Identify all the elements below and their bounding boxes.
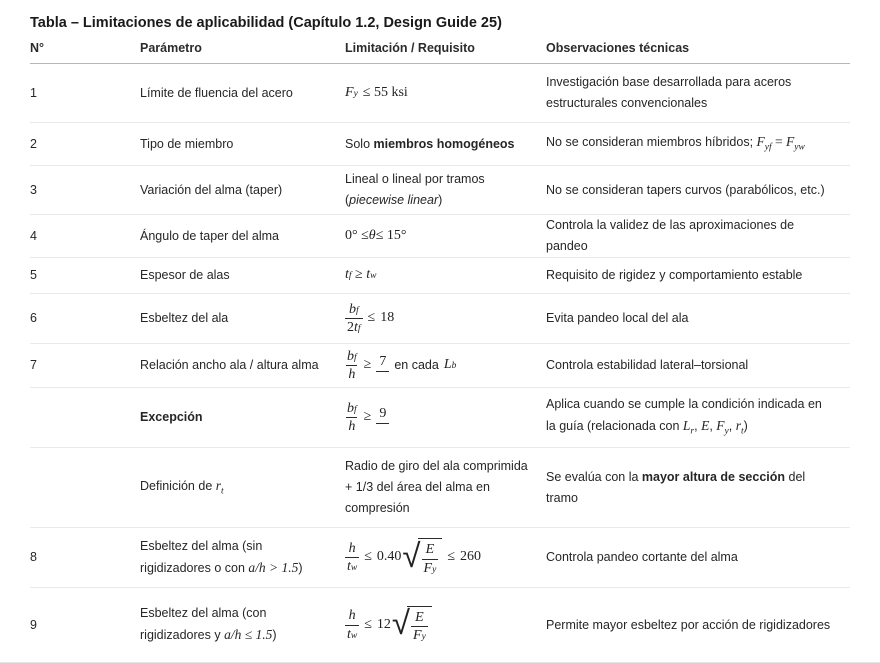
column-header-parametro: Parámetro <box>140 41 202 55</box>
table-row <box>30 344 850 388</box>
param-cell: Ángulo de taper del alma <box>140 228 279 243</box>
math-var: t <box>345 267 349 283</box>
fraction: 7 <box>376 353 389 378</box>
param-text: Esbeltez del alma (sin rigidizadores o con <box>140 538 263 575</box>
math-coefficient: 0.40 <box>376 549 402 565</box>
limit-text-italic: piecewise linear <box>349 193 439 207</box>
math-sub: w <box>370 271 377 282</box>
math-operator: ≥ <box>363 357 372 373</box>
table-title: Tabla – Limitaciones de aplicabilidad (Capítulo 1.2, Design Guide 25) <box>30 15 502 31</box>
formula-caption: en cada <box>394 358 439 372</box>
radical-icon: √ <box>391 603 411 643</box>
fraction: h t w <box>347 540 358 574</box>
math-sub: b <box>451 361 457 372</box>
limit-formula <box>345 85 546 102</box>
math-var: $r_t$ <box>215 477 224 497</box>
table-row <box>30 258 850 294</box>
math-value: 260 <box>460 549 482 565</box>
obs-text: , <box>694 419 702 434</box>
math-sub: y <box>353 88 358 99</box>
table-row <box>30 588 850 662</box>
math-expression: a/h > 1.5 <box>248 559 299 575</box>
limit-cell <box>345 134 546 155</box>
param-text: ) <box>272 628 277 643</box>
math-operator: ≤ <box>364 549 372 565</box>
radical-icon: √ <box>402 535 421 575</box>
square-root <box>391 603 432 645</box>
math-operator: ≥ <box>363 409 372 425</box>
row-number: 3 <box>30 182 37 197</box>
param-cell: Relación ancho ala / altura alma <box>140 358 319 372</box>
table-row <box>30 64 850 123</box>
row-number: 7 <box>30 358 37 372</box>
obs-cell: Controla la validez de las aproximaciones de pandeo <box>546 218 795 253</box>
math-var: t <box>366 267 371 283</box>
math-var: $L_r$ <box>682 418 695 437</box>
math-var-theta: θ <box>368 227 376 243</box>
obs-text: , <box>728 419 736 434</box>
math-var: F <box>345 84 354 100</box>
math-text: ≤ 15° <box>375 227 407 243</box>
fraction: b f h <box>347 348 357 382</box>
math-var: $F_y$ <box>716 418 729 437</box>
table-row <box>30 528 850 588</box>
row-number: 1 <box>30 85 37 100</box>
fraction: 9 <box>376 405 389 430</box>
obs-text-bold: mayor altura de sección <box>641 469 786 484</box>
limit-formula <box>345 400 546 436</box>
param-cell <box>140 536 345 580</box>
param-cell <box>140 475 345 501</box>
square-root <box>402 535 442 577</box>
table-row <box>30 294 850 344</box>
math-value: 18 <box>380 310 395 326</box>
param-cell: Tipo de miembro <box>140 136 234 151</box>
obs-text: , <box>709 419 717 434</box>
limit-text: Solo <box>345 136 374 151</box>
obs-cell: Controla pandeo cortante del alma <box>546 550 738 564</box>
math-operator: = <box>771 134 786 150</box>
table-row <box>30 448 850 528</box>
obs-text: No se consideran miembros híbridos; <box>546 135 757 150</box>
table-header-row <box>30 35 850 64</box>
table-row <box>30 123 850 166</box>
limit-formula <box>345 301 546 337</box>
limit-cell <box>345 169 546 211</box>
obs-cell: Evita pandeo local del ala <box>546 311 689 325</box>
param-cell: Límite de fluencia del acero <box>140 85 293 100</box>
table-row <box>30 388 850 448</box>
limit-text: Lineal o lineal por tramos ( <box>345 172 485 207</box>
param-text: ) <box>298 560 303 575</box>
column-header-limitacion: Limitación / Requisito <box>345 41 475 55</box>
limit-formula <box>345 535 546 577</box>
param-text: Definición de <box>140 478 216 493</box>
obs-cell: Controla estabilidad lateral–torsional <box>546 358 749 372</box>
math-operator: ≤ <box>447 549 456 565</box>
column-header-num: N° <box>30 41 45 55</box>
math-var: E <box>701 418 710 434</box>
math-var: L <box>443 357 452 373</box>
math-operator: ≥ <box>351 267 367 283</box>
param-text: Esbeltez del alma (con rigidizadores y <box>140 606 267 643</box>
fraction: b f 2 t f <box>347 301 361 335</box>
math-var: $F_{yw}$ <box>786 134 805 153</box>
row-number: 5 <box>30 268 37 282</box>
obs-cell: Investigación base desarrollada para aceros estructurales convencionales <box>546 75 792 110</box>
limit-formula <box>345 228 546 245</box>
obs-cell: Requisito de rigidez y comportamiento estable <box>546 268 803 282</box>
obs-text: Aplica cuando se cumple la condición indicada en la guía (relacionada con <box>546 397 822 434</box>
math-operator: ≤ <box>367 310 376 326</box>
math-var: $r_t$ <box>735 418 744 437</box>
obs-cell <box>546 467 850 509</box>
math-operator: ≤ <box>364 616 372 632</box>
fraction: E F y <box>423 542 437 576</box>
limit-cell: Radio de giro del ala comprimida + 1/3 del área del alma en compresión <box>345 459 528 515</box>
row-number: 9 <box>30 617 37 632</box>
math-text: 0° ≤ <box>345 227 369 243</box>
obs-text: Se evalúa con la <box>546 469 642 484</box>
math-var: $F_{yf}$ <box>756 134 772 153</box>
param-cell: Espesor de alas <box>140 268 230 282</box>
obs-text: ) <box>743 419 748 434</box>
math-coefficient: 12 <box>376 616 391 632</box>
obs-cell: No se consideran tapers curvos (parabólicos, etc.) <box>546 182 825 197</box>
math-expression: a/h ≤ 1.5 <box>224 627 273 643</box>
table-row <box>30 166 850 215</box>
limit-formula <box>345 348 546 384</box>
limit-formula <box>345 603 546 645</box>
obs-cell <box>546 131 850 157</box>
fraction: E F y <box>413 609 426 643</box>
math-sub: f <box>348 271 352 282</box>
obs-cell: Permite mayor esbeltez por acción de rigidizadores <box>546 617 831 632</box>
fraction-empty-denominator <box>376 423 389 430</box>
column-header-observaciones: Observaciones técnicas <box>546 41 690 55</box>
param-cell: Esbeltez del ala <box>140 311 229 325</box>
obs-text: del tramo <box>546 469 806 505</box>
fraction-empty-denominator <box>376 371 389 378</box>
fraction: b f h <box>347 400 357 434</box>
row-number: 6 <box>30 311 37 325</box>
row-number: 8 <box>30 550 37 564</box>
param-cell: Variación del alma (taper) <box>140 182 283 197</box>
math-text: ≤ 55 ksi <box>362 84 408 100</box>
param-cell: Excepción <box>140 410 203 424</box>
param-cell <box>140 603 345 647</box>
limit-text: ) <box>438 193 443 207</box>
fraction: h t w <box>347 608 358 642</box>
obs-cell <box>546 394 850 441</box>
table-row <box>30 215 850 258</box>
limit-text-bold: miembros homogéneos <box>373 136 515 151</box>
row-number: 2 <box>30 136 37 151</box>
row-number: 4 <box>30 228 37 243</box>
limit-formula <box>345 267 546 284</box>
